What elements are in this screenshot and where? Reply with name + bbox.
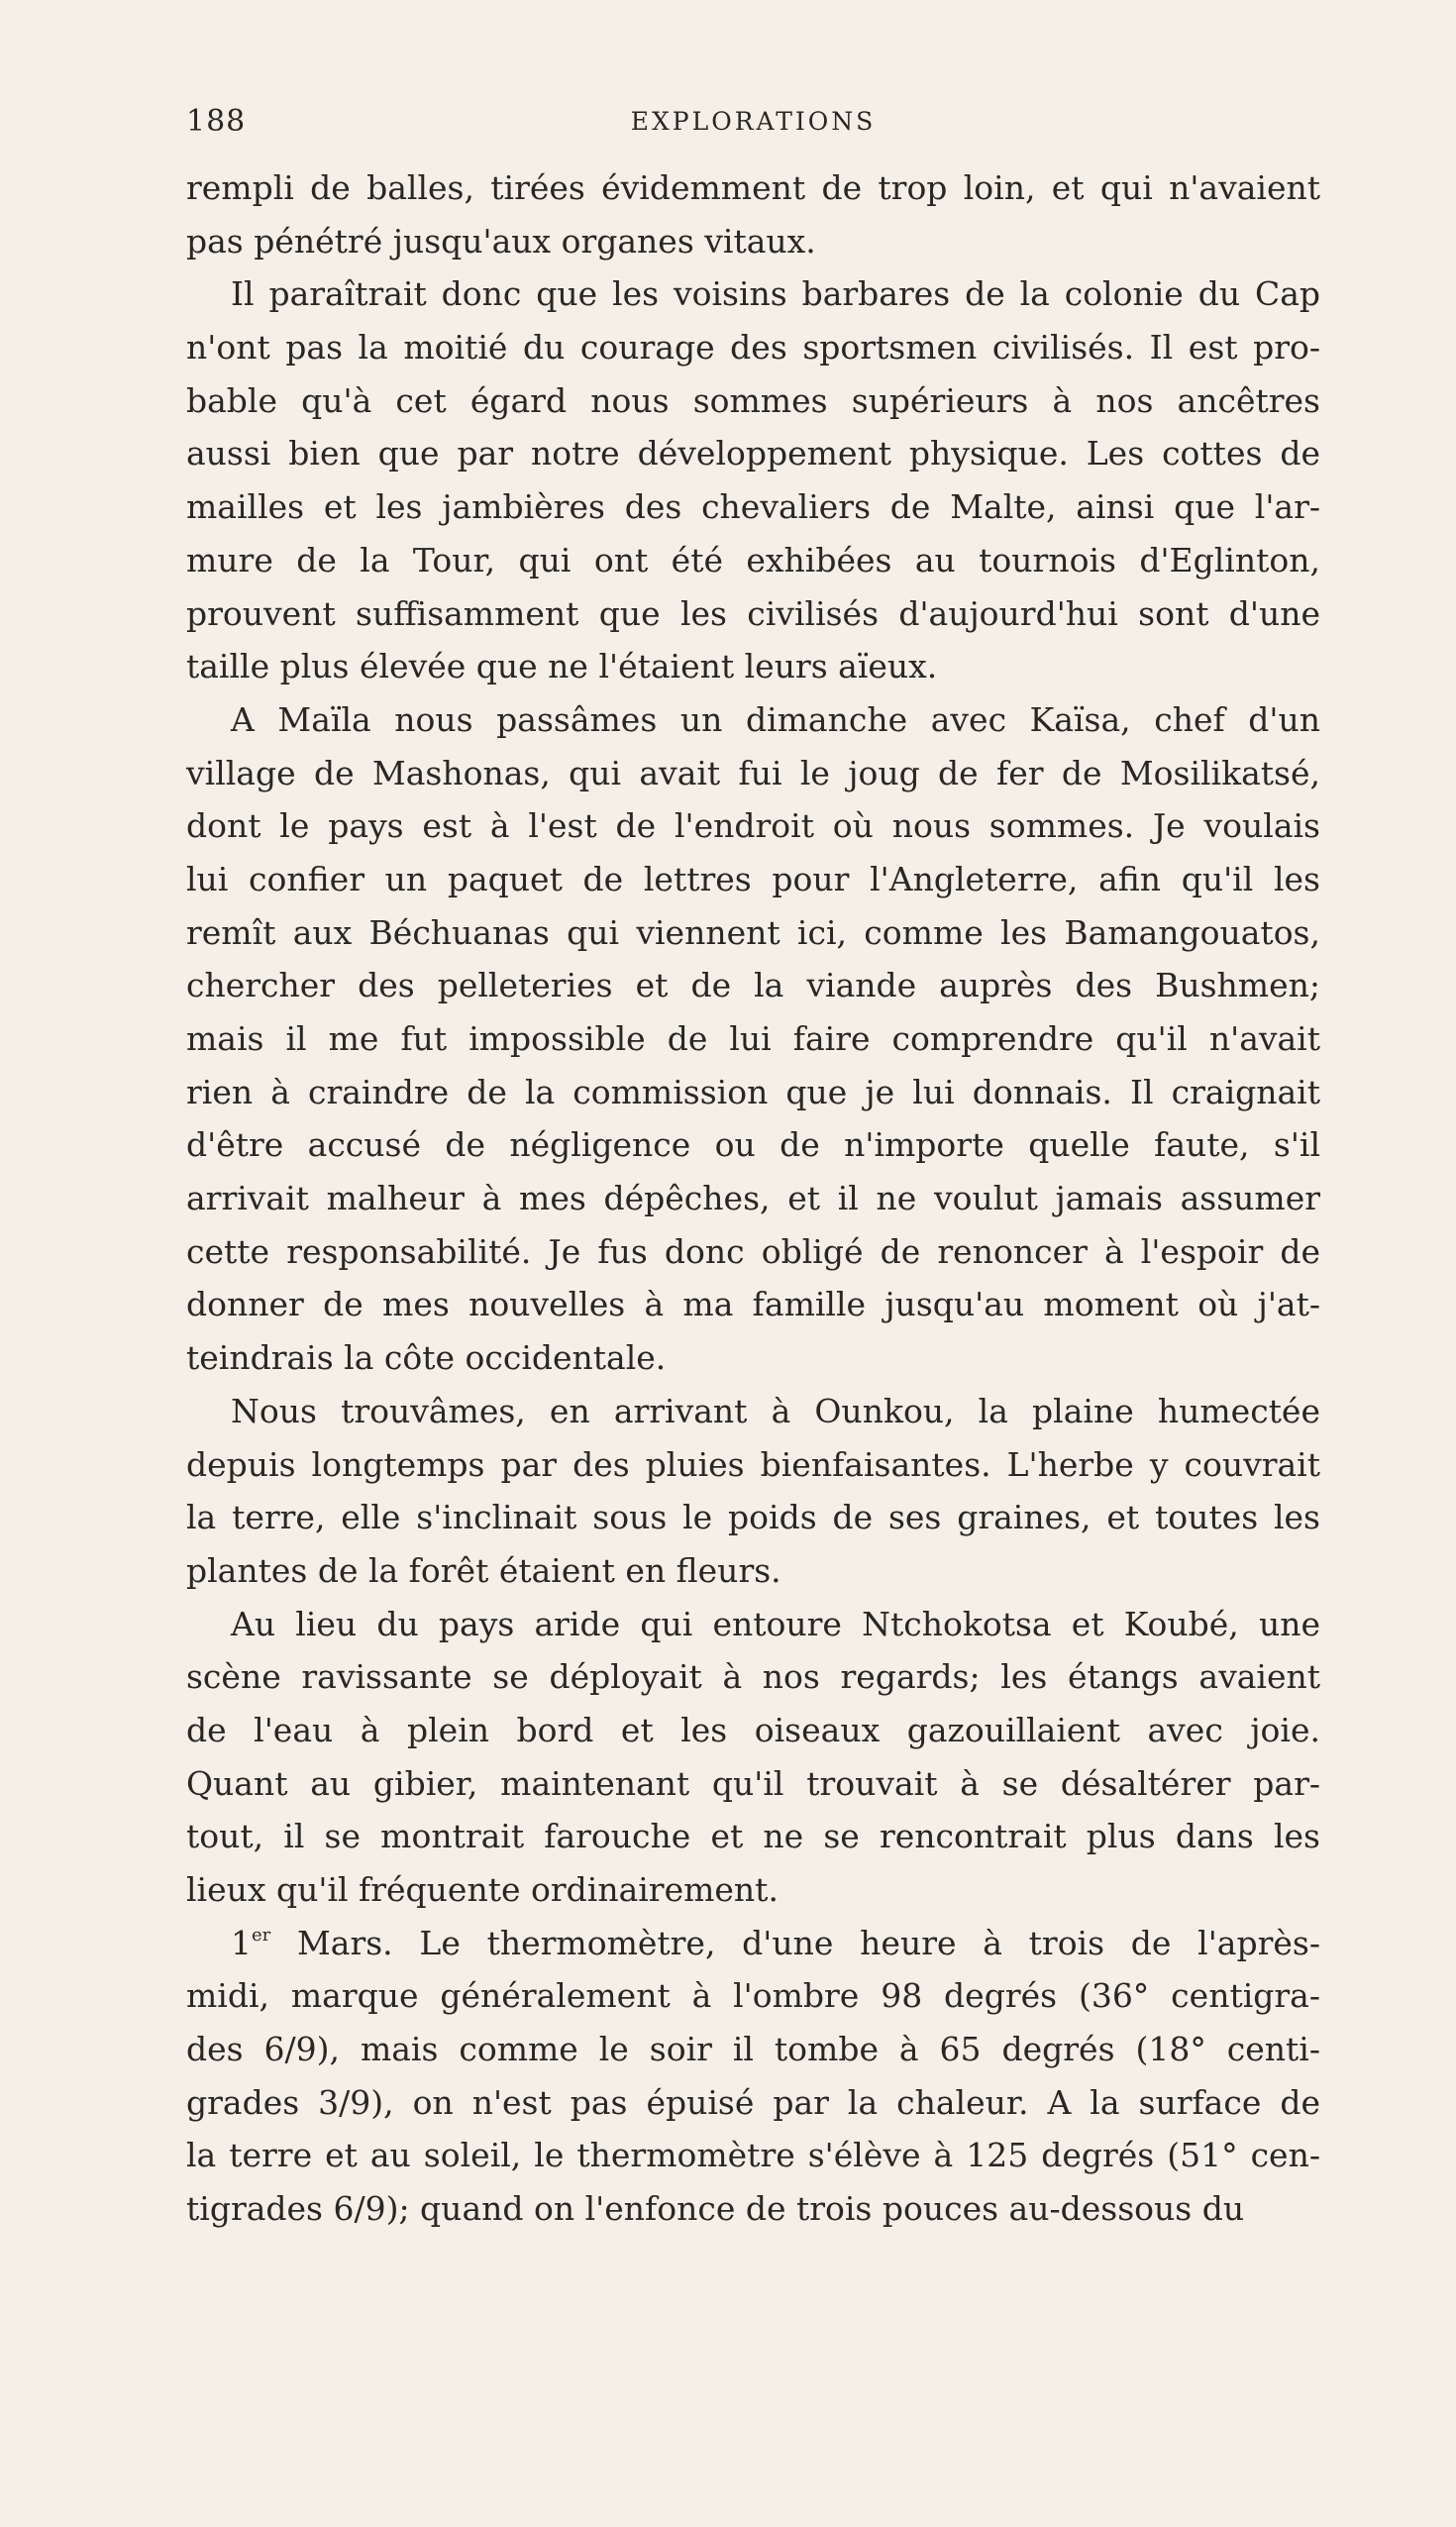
line-text: Mars. Le thermomètre, d'une heure à trois de l'après- — [270, 1923, 1320, 1962]
text-line: chercher des pelleteries et de la viande auprès des Bushmen; — [186, 966, 1320, 1005]
text-line: Il paraîtrait donc que les voisins barbares de la colonie du Cap — [231, 274, 1320, 314]
text-line — [186, 1917, 1320, 1970]
text-line: la terre, elle s'inclinait sous le poids de ses graines, et toutes les — [186, 1498, 1320, 1537]
text-line: rien à craindre de la commission que je lui donnais. Il craignait — [186, 1072, 1320, 1111]
text-line: mailles et les jambières des chevaliers de Malte, ainsi que l'ar- — [186, 487, 1320, 527]
text-line: prouvent suffisamment que les civilisés d'aujourd'hui sont d'une — [186, 593, 1320, 633]
text-line: lui confier un paquet de lettres pour l'Angleterre, afin qu'il les — [186, 859, 1320, 898]
text-line: tigrades 6/9); quand on l'enfonce de trois pouces au-dessous du — [186, 2189, 1245, 2229]
text-line: rempli de balles, tirées évidemment de trop loin, et qui n'avaient — [186, 168, 1320, 207]
text-line: mure de la Tour, qui ont été exhibées au tournois d'Eglinton, — [186, 540, 1320, 579]
text-line: scène ravissante se déployait à nos regards; les étangs avaient — [186, 1657, 1320, 1697]
page-header — [186, 102, 1320, 142]
text-line: village de Mashonas, qui avait fui le joug de fer de Mosilikatsé, — [186, 753, 1320, 792]
text-line: de l'eau à plein bord et les oiseaux gazouillaient avec joie. — [186, 1710, 1320, 1749]
text-line: grades 3/9), on n'est pas épuisé par la chaleur. A la surface de — [186, 2082, 1320, 2122]
text-line: A Maïla nous passâmes un dimanche avec Kaïsa, chef d'un — [231, 699, 1320, 739]
paragraph — [186, 161, 1320, 267]
paragraph — [186, 693, 1320, 1385]
text-line: cette responsabilité. Je fus donc obligé de renoncer à l'espoir de — [186, 1231, 1320, 1271]
text-line: donner de mes nouvelles à ma famille jusqu'au moment où j'at- — [186, 1285, 1320, 1324]
text-line: tout, il se montrait farouche et ne se rencontrait plus dans les — [186, 1817, 1320, 1856]
text-line: plantes de la forêt étaient en fleurs. — [186, 1550, 781, 1590]
paragraph — [186, 1598, 1320, 1917]
text-line: Au lieu du pays aride qui entoure Ntchokotsa et Koubé, une — [231, 1604, 1320, 1643]
text-line: depuis longtemps par des pluies bienfaisantes. L'herbe y couvrait — [186, 1444, 1320, 1484]
body-text — [186, 161, 1320, 2236]
text-line: bable qu'à cet égard nous sommes supérieurs à nos ancêtres — [186, 380, 1320, 420]
paragraph — [186, 1917, 1320, 2236]
text-line: mais il me fut impossible de lui faire comprendre qu'il n'avait — [186, 1019, 1320, 1058]
text-line: lieux qu'il fréquente ordinairement. — [186, 1870, 779, 1909]
text-line: n'ont pas la moitié du courage des sportsmen civilisés. Il est pro- — [186, 328, 1320, 368]
text-line: midi, marque généralement à l'ombre 98 degrés (36° centigra- — [186, 1976, 1320, 2016]
running-title: EXPLORATIONS — [630, 107, 877, 136]
text-line: remît aux Béchuanas qui viennent ici, comme les Bamangouatos, — [186, 912, 1320, 952]
text-line: d'être accusé de négligence ou de n'importe quelle faute, s'il — [186, 1125, 1320, 1165]
text-line: la terre et au soleil, le thermomètre s'élève à 125 degrés (51° cen- — [186, 2136, 1320, 2175]
text-line: pas pénétré jusqu'aux organes vitaux. — [186, 221, 816, 261]
text-line: Nous trouvâmes, en arrivant à Ounkou, la plaine humectée — [231, 1391, 1320, 1430]
text-line: dont le pays est à l'est de l'endroit où nous sommes. Je voulais — [186, 806, 1320, 846]
paragraph — [186, 1385, 1320, 1598]
ordinal-number: 1 — [231, 1923, 252, 1962]
text-line: arrivait malheur à mes dépêches, et il ne voulut jamais assumer — [186, 1179, 1320, 1218]
text-line: des 6/9), mais comme le soir il tombe à 65 degrés (18° centi- — [186, 2030, 1320, 2069]
text-line: taille plus élevée que ne l'étaient leurs aïeux. — [186, 647, 938, 686]
text-line: Quant au gibier, maintenant qu'il trouvait à se désaltérer par- — [186, 1763, 1320, 1803]
text-line: teindrais la côte occidentale. — [186, 1338, 667, 1378]
page-number: 188 — [186, 104, 247, 139]
paragraph — [186, 267, 1320, 693]
text-line: aussi bien que par notre développement physique. Les cottes de — [186, 434, 1320, 474]
ordinal-suffix: er — [252, 1924, 271, 1946]
